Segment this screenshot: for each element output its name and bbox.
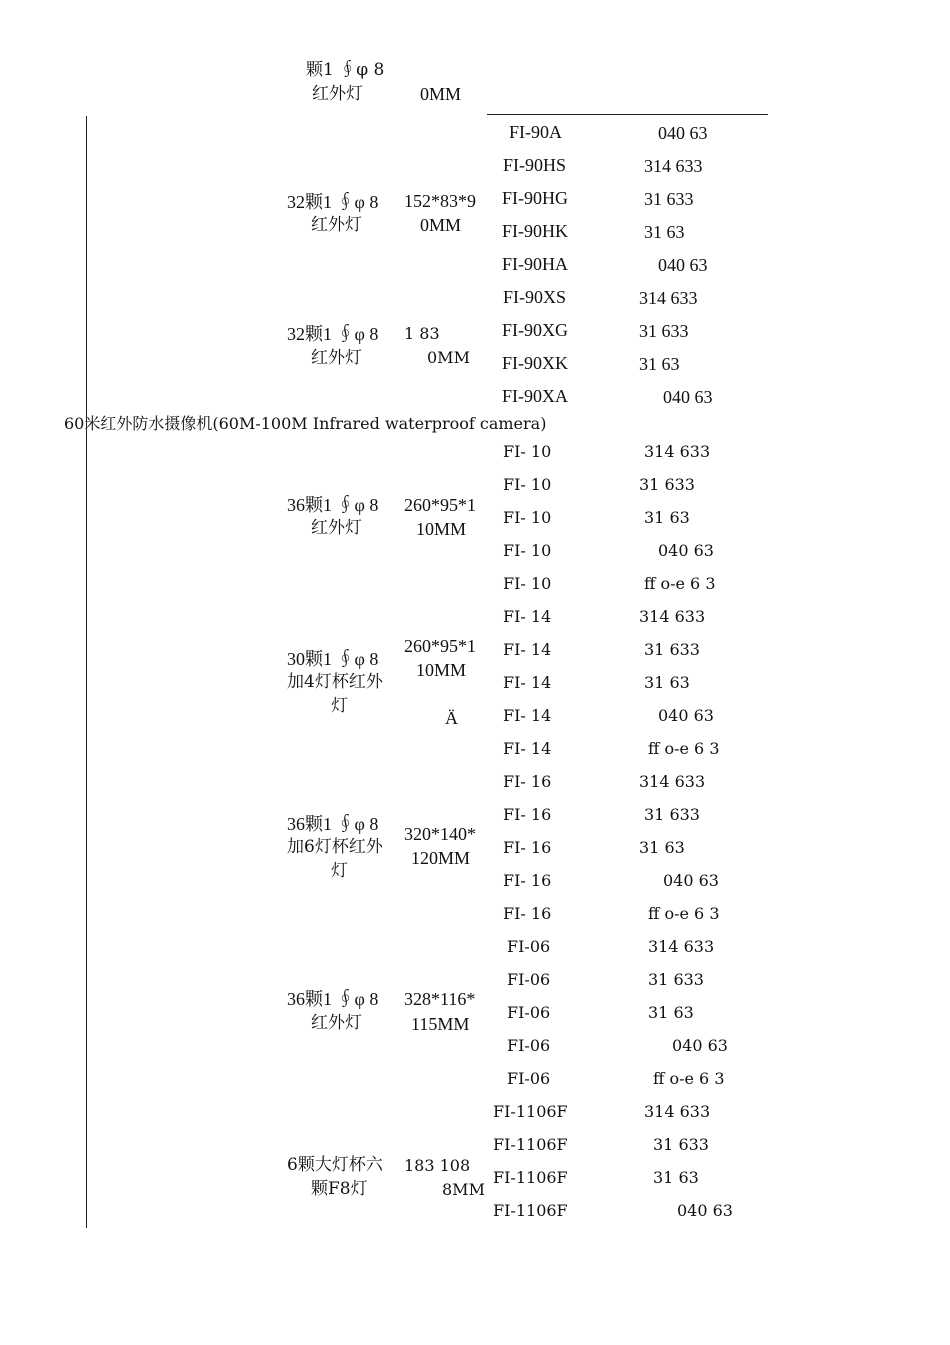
model-code: FI-06 xyxy=(507,937,551,956)
size-value: 320*140* xyxy=(404,824,476,844)
model-spec: ff o-e 6 3 xyxy=(648,904,720,923)
led-desc: 加4灯杯红外 xyxy=(287,672,383,692)
model-code: FI-06 xyxy=(507,1003,551,1022)
model-code: FI-90XS xyxy=(503,287,567,307)
led-desc: 加6灯杯红外 xyxy=(287,837,383,857)
led-desc: 灯 xyxy=(331,861,348,881)
table-left-border xyxy=(86,116,87,1228)
model-code: FI-90HS xyxy=(503,155,567,175)
model-code: FI-06 xyxy=(507,970,551,989)
size-value: Ä xyxy=(445,708,458,728)
model-spec: 31 633 xyxy=(639,321,689,341)
model-code: FI-90A xyxy=(509,122,562,142)
led-desc: 6颗大灯杯六 xyxy=(287,1155,383,1175)
led-desc: 36颗1 ∮φ 8 xyxy=(287,989,379,1009)
model-spec: 040 63 xyxy=(677,1201,733,1220)
model-code: FI-90XA xyxy=(502,386,568,406)
led-desc: 36颗1 ∮φ 8 xyxy=(287,495,379,515)
model-spec: 040 63 xyxy=(672,1036,728,1055)
led-desc: 红外灯 xyxy=(311,518,362,538)
model-spec: 314 633 xyxy=(644,442,711,461)
model-spec: 31 633 xyxy=(644,805,700,824)
model-code: FI- 16 xyxy=(503,904,552,923)
model-code: FI-90HG xyxy=(502,188,568,208)
model-code: FI- 16 xyxy=(503,838,552,857)
model-spec: 31 633 xyxy=(639,475,695,494)
size-value: 183 108 xyxy=(404,1156,471,1175)
model-spec: ff o-e 6 3 xyxy=(648,739,720,758)
size-value: 0MM xyxy=(420,84,462,104)
table-top-rule xyxy=(487,114,768,115)
model-spec: 31 63 xyxy=(648,1003,694,1022)
model-code: FI-1106F xyxy=(493,1135,568,1154)
model-code: FI-90XK xyxy=(502,353,568,373)
model-spec: 31 63 xyxy=(639,838,685,857)
size-value: 10MM xyxy=(416,660,467,680)
size-value: 120MM xyxy=(411,848,471,868)
model-code: FI-90XG xyxy=(502,320,568,340)
led-desc: 颗F8灯 xyxy=(311,1179,368,1199)
size-value: 10MM xyxy=(416,519,467,539)
size-value: 0MM xyxy=(420,215,462,235)
model-spec: 040 63 xyxy=(658,706,714,725)
size-value: 152*83*9 xyxy=(404,191,476,211)
model-spec: ff o-e 6 3 xyxy=(653,1069,725,1088)
model-code: FI- 10 xyxy=(503,475,552,494)
size-value: 0MM xyxy=(427,348,470,367)
model-code: FI-90HA xyxy=(502,254,568,274)
size-value: 328*116* xyxy=(404,989,476,1009)
model-code: FI-1106F xyxy=(493,1102,568,1121)
model-spec: 31 63 xyxy=(644,673,690,692)
model-code: FI- 14 xyxy=(503,739,552,758)
led-desc: 32颗1 ∮φ 8 xyxy=(287,324,379,344)
model-code: FI-06 xyxy=(507,1069,551,1088)
led-desc: 32颗1 ∮φ 8 xyxy=(287,192,379,212)
model-code: FI-1106F xyxy=(493,1168,568,1187)
model-spec: 040 63 xyxy=(663,871,719,890)
led-desc: 灯 xyxy=(331,696,348,716)
camera-type-caption: 60米红外防水摄像机(60M-100M Infrared waterproof camera) xyxy=(64,414,547,433)
model-spec: 040 63 xyxy=(658,255,708,275)
model-spec: 31 63 xyxy=(639,354,680,374)
model-spec: 040 63 xyxy=(658,541,714,560)
model-code: FI-90HK xyxy=(502,221,568,241)
led-desc: 红外灯 xyxy=(311,348,362,368)
model-spec: 314 633 xyxy=(639,607,706,626)
model-code: FI- 16 xyxy=(503,805,552,824)
model-code: FI-06 xyxy=(507,1036,551,1055)
led-desc: 36颗1 ∮φ 8 xyxy=(287,814,379,834)
model-spec: 31 63 xyxy=(644,222,685,242)
led-desc: 红外灯 xyxy=(311,215,362,235)
model-spec: 314 633 xyxy=(639,772,706,791)
model-code: FI- 14 xyxy=(503,673,552,692)
led-desc: 颗1 ∮φ 8 xyxy=(306,60,385,80)
model-spec: ff o-e 6 3 xyxy=(644,574,716,593)
model-code: FI- 10 xyxy=(503,508,552,527)
led-desc: 红外灯 xyxy=(311,1013,362,1033)
model-code: FI- 10 xyxy=(503,574,552,593)
model-spec: 31 633 xyxy=(648,970,704,989)
model-spec: 31 63 xyxy=(653,1168,699,1187)
model-code: FI- 10 xyxy=(503,541,552,560)
model-spec: 314 633 xyxy=(639,288,698,308)
model-spec: 040 63 xyxy=(663,387,713,407)
model-spec: 31 633 xyxy=(644,189,694,209)
size-value: 1 83 xyxy=(404,324,440,343)
size-value: 260*95*1 xyxy=(404,636,476,656)
led-desc: 红外灯 xyxy=(312,84,363,104)
model-code: FI- 14 xyxy=(503,640,552,659)
model-spec: 314 633 xyxy=(648,937,715,956)
model-code: FI-1106F xyxy=(493,1201,568,1220)
model-spec: 040 63 xyxy=(658,123,708,143)
size-value: 260*95*1 xyxy=(404,495,476,515)
model-code: FI- 16 xyxy=(503,871,552,890)
model-spec: 314 633 xyxy=(644,1102,711,1121)
model-spec: 314 633 xyxy=(644,156,703,176)
model-code: FI- 10 xyxy=(503,442,552,461)
model-spec: 31 633 xyxy=(644,640,700,659)
model-spec: 31 633 xyxy=(653,1135,709,1154)
model-code: FI- 14 xyxy=(503,706,552,725)
model-spec: 31 63 xyxy=(644,508,690,527)
model-code: FI- 16 xyxy=(503,772,552,791)
led-desc: 30颗1 ∮φ 8 xyxy=(287,649,379,669)
size-value: 115MM xyxy=(411,1014,470,1034)
model-code: FI- 14 xyxy=(503,607,552,626)
size-value: 8MM xyxy=(442,1180,485,1199)
